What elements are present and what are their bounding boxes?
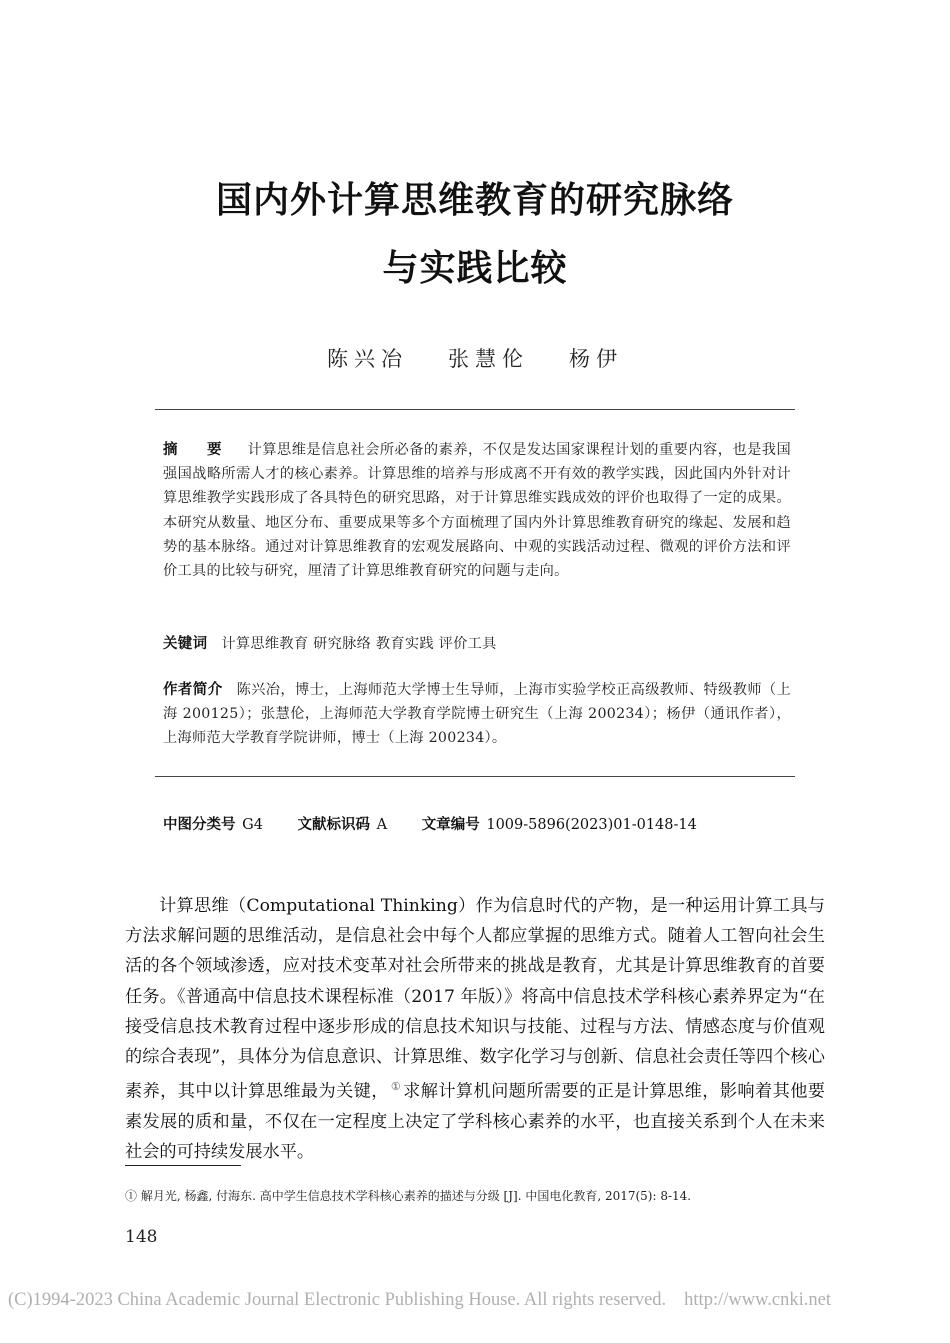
abstract-label: 摘 要 [163, 442, 234, 458]
abstract-text: 计算思维是信息社会所必备的素养，不仅是发达国家课程计划的重要内容，也是我国强国战略所需人才的核心素养。计算思维的培养与形成离不开有效的教学实践，因此国内外针对计算思维教学实践形成了各具特色的研究思路，对于计算思维实践成效的评价也取得了一定的成果。本研究从数量、地区分布、重要成果等多个方面梳理了国内外计算思维教育研究的缘起、发展和趋势的基本脉络。通过对计算思维教育的宏观发展路向、中观的实践活动过程、微观的评价方法和评价工具的比较与研究，厘清了计算思维教育研究的问题与走向。 [163, 442, 791, 580]
author-bio-label: 作者简介 [163, 682, 223, 698]
author-bio [163, 678, 791, 751]
author-3: 杨伊 [569, 347, 623, 371]
abstract [163, 438, 791, 583]
author-bio-text: 陈兴冶，博士，上海师范大学博士生导师，上海市实验学校正高级教师、特级教师（上海 200125）；张慧伦，上海师范大学教育学院博士研究生（上海 200234）；杨伊（通讯作者），上海师范大学教育学院讲师，博士（上海 200234）。 [163, 682, 792, 747]
article-title-line2: 与实践比较 [382, 248, 568, 289]
footnote-divider [125, 1165, 241, 1166]
article-number-value: 1009-5896(2023)01-0148-14 [486, 817, 697, 833]
body-text-part1: 计算思维（Computational Thinking）作为信息时代的产物，是一种运用计算工具与方法求解问题的思维活动，是信息社会中每个人都应掌握的思维方式。随着人工智向社会生活的各个领域渗透，应对技术变革对社会所带来的挑战是教育，尤其是计算思维教育的首要任务。《普通高中信息技术课程标准（2017 年版）》将高中信息技术学科核心素养界定为“在接受信息技术教育过程中逐步形成的信息技术知识与技能、过程与方法、情感态度与价值观的综合表现”，具体分为信息意识、计算思维、数字化学习与创新、信息社会责任等四个核心素养，其中以计算思维最为关键， [125, 896, 825, 1102]
keywords-text: 计算思维教育 研究脉络 教育实践 评价工具 [221, 636, 497, 652]
doc-code-value: A [376, 817, 388, 833]
top-divider [155, 409, 795, 410]
body-paragraph [125, 891, 825, 1168]
clc-value: G4 [242, 817, 263, 833]
copyright-text: (C)1994-2023 China Academic Journal Electronic Publishing House. All rights reserved. [8, 1290, 667, 1310]
article-title-line1: 国内外计算思维教育的研究脉络 [215, 180, 734, 221]
footnote: ① 解月光, 杨鑫, 付海东. 高中学生信息技术学科核心素养的描述与分级 [J]. 中国电化教育, 2017(5): 8-14. [125, 1189, 692, 1203]
classification-line [163, 813, 803, 834]
clc-label: 中图分类号 [163, 817, 236, 833]
author-list [0, 343, 950, 373]
article-number-label: 文章编号 [421, 817, 480, 833]
author-1: 陈兴冶 [327, 347, 408, 371]
footnote-reference[interactable]: ① [390, 1080, 402, 1094]
body-text-part2: 求解计算机问题所需要的正是计算思维，影响着其他要素发展的质和量，不仅在一定程度上决定了学科核心素养的水平，也直接关系到个人在未来社会的可持续发展水平。 [125, 1081, 825, 1163]
bottom-divider [155, 776, 795, 777]
keywords [163, 632, 791, 656]
keywords-label: 关键词 [163, 636, 208, 652]
author-2: 张慧伦 [448, 347, 529, 371]
doc-code-label: 文献标识码 [297, 817, 371, 833]
page-number: 148 [125, 1227, 158, 1247]
cnki-watermark [8, 1290, 948, 1311]
cnki-url[interactable]: http://www.cnki.net [684, 1290, 831, 1310]
